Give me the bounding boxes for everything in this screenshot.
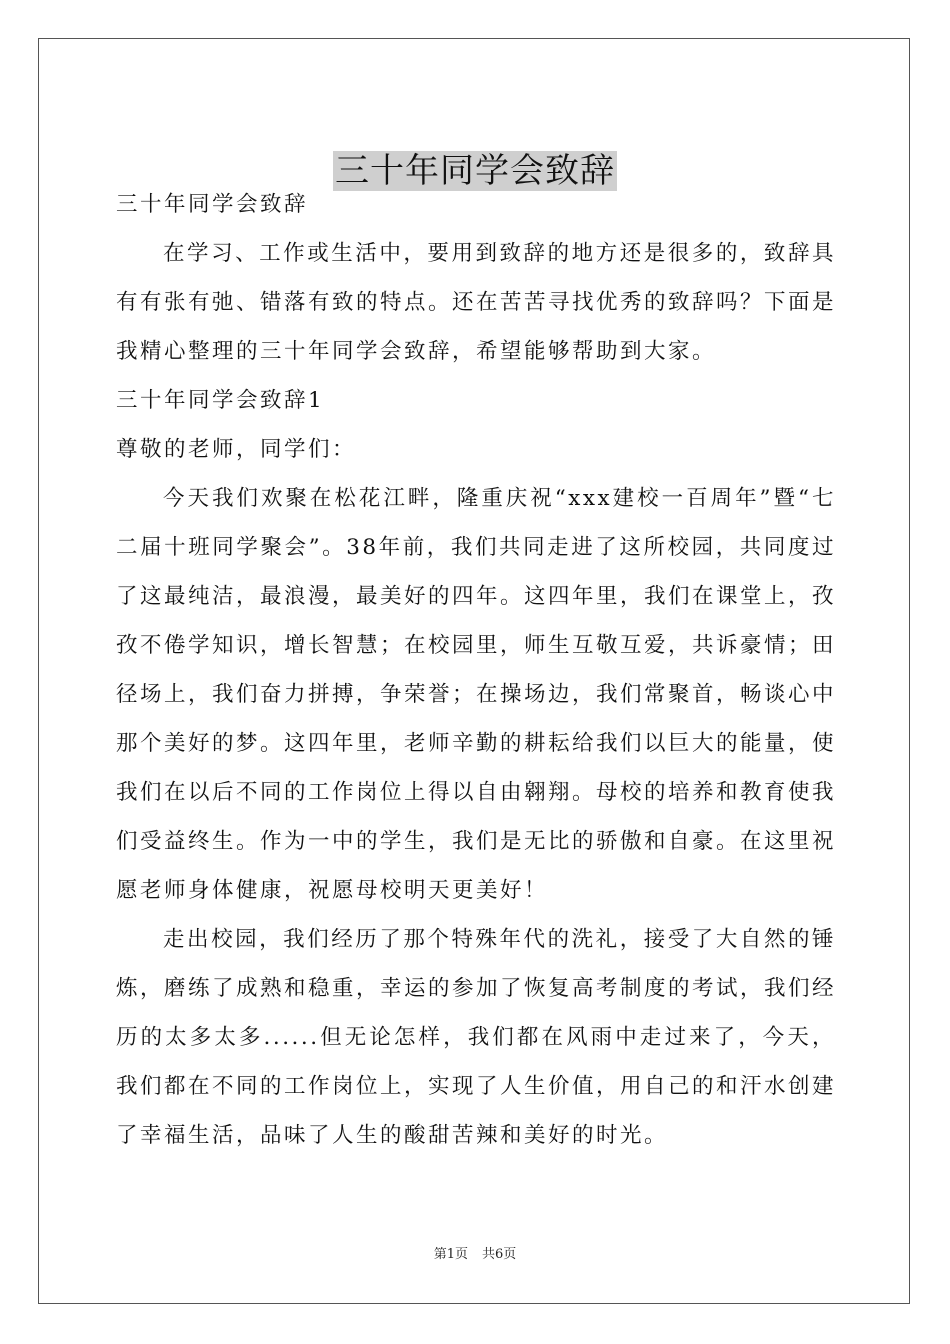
- body-paragraph-1: 今天我们欢聚在松花江畔，隆重庆祝“xxx建校一百周年”暨“七二届十班同学聚会”。38年前，我们共同走进了这所校园，共同度过了这最纯洁，最浪漫，最美好的四年。这四年里，我们在课堂上，孜孜不倦学知识，增长智慧；在校园里，师生互敬互爱，共诉豪情；田径场上，我们奋力拼搏，争荣誉；在操场边，我们常聚首，畅谈心中那个美好的梦。这四年里，老师辛勤的耕耘给我们以巨大的能量，使我们在以后不同的工作岗位上得以自由翱翔。母校的培养和教育使我们受益终生。作为一中的学生，我们是无比的骄傲和自豪。在这里祝愿老师身体健康，祝愿母校明天更美好！: [116, 486, 837, 903]
- subtitle: 三十年同学会致辞: [116, 192, 309, 217]
- salutation: 尊敬的老师，同学们：: [116, 437, 357, 462]
- page-footer: [0, 1246, 950, 1264]
- section-heading: 三十年同学会致辞1: [116, 388, 325, 413]
- intro-paragraph: 在学习、工作或生活中，要用到致辞的地方还是很多的，致辞具有有张有弛、错落有致的特点。还在苦苦寻找优秀的致辞吗？下面是我精心整理的三十年同学会致辞，希望能够帮助到大家。: [116, 241, 837, 364]
- page-number-total: 共6页: [482, 1247, 517, 1262]
- body-paragraph-2: 走出校园，我们经历了那个特殊年代的洗礼，接受了大自然的锤炼，磨练了成熟和稳重，幸运的参加了恢复高考制度的考试，我们经历的太多太多......但无论怎样，我们都在风雨中走过来了，今天，我们都在不同的工作岗位上，实现了人生价值，用自己的和汗水创建了幸福生活，品味了人生的酸甜苦辣和美好的时光。: [116, 927, 837, 1148]
- page-number-current: 第1页: [433, 1247, 468, 1262]
- document-title: 三十年同学会致辞: [335, 150, 615, 191]
- document-body: [116, 180, 836, 1160]
